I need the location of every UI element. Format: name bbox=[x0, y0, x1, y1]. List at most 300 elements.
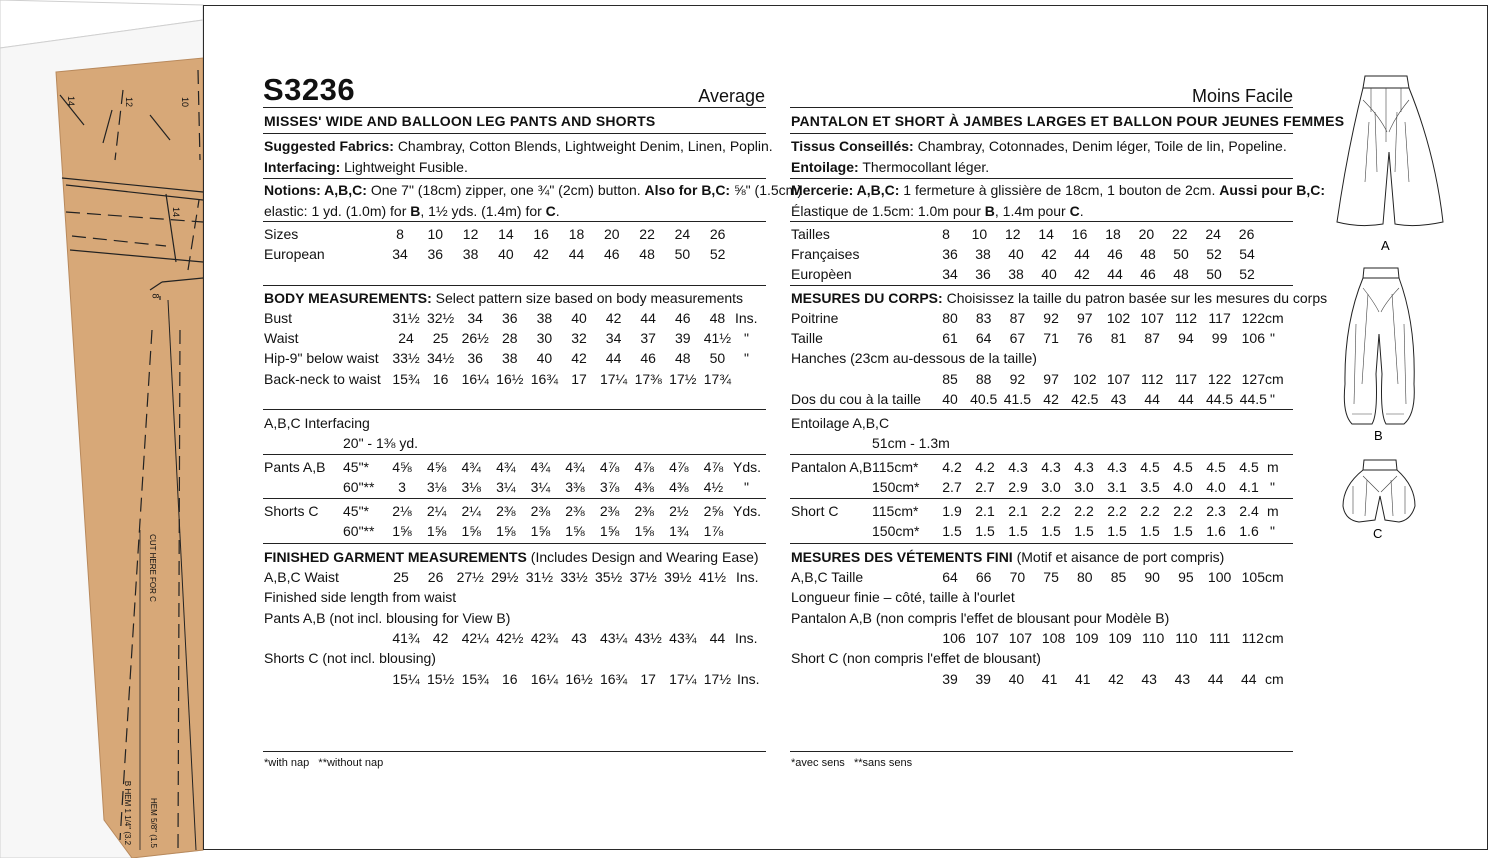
europeen-label: Europèen bbox=[791, 266, 852, 282]
table-cell: 36 bbox=[975, 266, 991, 282]
table-cell: 4¾ bbox=[565, 459, 585, 475]
table-cell: 2⅝ bbox=[703, 503, 724, 519]
entoilage-heading: Entoilage A,B,C bbox=[791, 415, 890, 431]
table-cell: 14 bbox=[1038, 226, 1054, 242]
table-cell: 43 bbox=[1174, 671, 1191, 687]
table-cell: 90 bbox=[1144, 569, 1160, 585]
shorts-length-label: Shorts C (not incl. blousing) bbox=[264, 650, 436, 666]
table-cell: 41.5 bbox=[1003, 391, 1032, 407]
table-cell: 40 bbox=[498, 246, 514, 262]
table-cell: 40 bbox=[942, 391, 958, 407]
table-cell: 31½ bbox=[392, 310, 420, 326]
table-cell: 17 bbox=[640, 671, 656, 687]
table-cell: 4.5 bbox=[1140, 459, 1160, 475]
table-cell: 3¼ bbox=[530, 479, 551, 495]
pattern-label-b-hem: B HEM 1 1/4" (3.2 bbox=[123, 780, 133, 846]
view-label-a: A bbox=[1381, 238, 1390, 253]
table-cell: 34 bbox=[392, 246, 408, 262]
table-cell: 2.7 bbox=[975, 479, 995, 495]
rule bbox=[263, 285, 766, 286]
pantalon-label: Pantalon A,B bbox=[791, 459, 872, 475]
table-cell: 4½ bbox=[703, 479, 724, 495]
table-cell: 75 bbox=[1043, 569, 1059, 585]
table-cell: 81 bbox=[1110, 330, 1127, 346]
table-cell: 18 bbox=[1105, 226, 1121, 242]
table-cell: 30 bbox=[536, 330, 553, 346]
table-cell: 67 bbox=[1009, 330, 1026, 346]
table-cell: 12 bbox=[1005, 226, 1021, 242]
interfacing-heading-en: A,B,C Interfacing bbox=[264, 415, 370, 431]
table-cell: 4¾ bbox=[530, 459, 551, 475]
table-cell: 4.3 bbox=[1074, 459, 1094, 475]
view-label-b: B bbox=[1374, 428, 1383, 443]
cm-unit: cm bbox=[1265, 671, 1284, 687]
fabrics-fr: Tissus Conseillés: Chambray, Cotonnades, Denim léger, Toile de lin, Popeline. bbox=[791, 138, 1287, 154]
table-cell: 40.5 bbox=[970, 391, 998, 407]
table-cell: 4⅞ bbox=[599, 459, 620, 475]
table-cell: 1.5 bbox=[1041, 523, 1061, 539]
table-cell: 43¼ bbox=[599, 630, 628, 646]
table-cell: 43 bbox=[571, 630, 587, 646]
table-cell: 1.6 bbox=[1206, 523, 1226, 539]
table-cell: 108 bbox=[1041, 630, 1066, 646]
footnote-fr: *avec sens **sans sens bbox=[791, 757, 913, 769]
table-cell: 1.5 bbox=[942, 523, 962, 539]
table-cell: 43½ bbox=[634, 630, 662, 646]
table-cell: 25 bbox=[432, 330, 449, 346]
table-cell: 17¾ bbox=[703, 371, 732, 387]
table-cell: 92 bbox=[1009, 371, 1026, 387]
table-cell: 42 bbox=[432, 630, 449, 646]
table-cell: 1⅝ bbox=[565, 523, 585, 539]
table-cell: 111 bbox=[1208, 630, 1231, 646]
table-cell: 87 bbox=[1009, 310, 1026, 326]
cm-unit: cm bbox=[1265, 371, 1284, 387]
table-cell: 4.5 bbox=[1173, 459, 1193, 475]
table-cell: 83 bbox=[975, 310, 992, 326]
title-fr: PANTALON ET SHORT À JAMBES LARGES ET BALLON POUR JEUNES FEMMES bbox=[791, 113, 1345, 129]
interfacing-qty-en: 20" - 1⅜ yd. bbox=[343, 435, 419, 451]
table-cell: 36 bbox=[502, 310, 518, 326]
table-cell: 46 bbox=[640, 350, 656, 366]
table-cell: 2.2 bbox=[1140, 503, 1160, 519]
table-cell: 10 bbox=[427, 226, 444, 242]
table-cell: 4.0 bbox=[1173, 479, 1193, 495]
table-cell: 8 bbox=[396, 226, 404, 242]
table-cell: 52 bbox=[709, 246, 726, 262]
width-150: 150cm* bbox=[872, 523, 920, 539]
table-cell: 15¾ bbox=[461, 671, 489, 687]
table-cell: 4⅝ bbox=[392, 459, 412, 475]
table-cell: 17¼ bbox=[599, 371, 628, 387]
table-cell: 4.3 bbox=[1107, 459, 1127, 475]
table-cell: 76 bbox=[1077, 330, 1093, 346]
ditto: " bbox=[1270, 330, 1275, 346]
rule bbox=[790, 285, 1293, 286]
table-cell: 15¼ bbox=[392, 671, 420, 687]
table-cell: 36 bbox=[467, 350, 483, 366]
table-cell: 46 bbox=[1107, 246, 1123, 262]
table-cell: 4.5 bbox=[1206, 459, 1226, 475]
table-cell: 1.9 bbox=[942, 503, 962, 519]
table-cell: 1⅝ bbox=[530, 523, 551, 539]
table-cell: 37½ bbox=[629, 569, 657, 585]
table-cell: 70 bbox=[1009, 569, 1026, 585]
poitrine-label: Poitrine bbox=[791, 310, 839, 326]
table-cell: 112 bbox=[1141, 371, 1164, 387]
taille-label: Taille bbox=[791, 330, 823, 346]
ins-unit: Ins. bbox=[735, 630, 758, 646]
pattern-label-14b: 14 bbox=[171, 206, 182, 218]
rule bbox=[263, 133, 766, 134]
table-cell: 40 bbox=[1008, 246, 1024, 262]
rule bbox=[263, 221, 766, 222]
width-150: 150cm* bbox=[872, 479, 920, 495]
table-cell: 42 bbox=[1074, 266, 1090, 282]
table-cell: 2¼ bbox=[426, 503, 447, 519]
table-cell: 2.2 bbox=[1074, 503, 1094, 519]
table-cell: 38 bbox=[536, 310, 553, 326]
table-cell: 50 bbox=[709, 350, 726, 366]
width-45: 45"* bbox=[343, 459, 369, 475]
table-cell: 42 bbox=[1108, 671, 1124, 687]
table-cell: 41 bbox=[1041, 671, 1058, 687]
table-cell: 44 bbox=[1074, 246, 1090, 262]
table-cell: 97 bbox=[1043, 371, 1059, 387]
table-cell: 2.1 bbox=[975, 503, 995, 519]
table-cell: 38 bbox=[462, 246, 479, 262]
table-cell: 4⅝ bbox=[426, 459, 447, 475]
table-cell: 17 bbox=[571, 371, 587, 387]
table-cell: 2.4 bbox=[1239, 503, 1259, 519]
table-cell: 50 bbox=[1206, 266, 1222, 282]
rule bbox=[263, 107, 766, 108]
fabrics-en: Suggested Fabrics: Chambray, Cotton Blends, Lightweight Denim, Linen, Poplin. bbox=[264, 138, 773, 154]
ditto: " bbox=[744, 350, 749, 366]
table-cell: 41½ bbox=[698, 569, 727, 585]
table-cell: 3⅛ bbox=[426, 479, 447, 495]
table-cell: 44 bbox=[1144, 391, 1160, 407]
table-cell: 17¼ bbox=[669, 671, 697, 687]
table-cell: 1⅝ bbox=[634, 523, 654, 539]
pattern-label-14a: 14 bbox=[66, 95, 77, 107]
table-cell: 48 bbox=[1140, 246, 1156, 262]
table-cell: 2.3 bbox=[1206, 503, 1226, 519]
width-60: 60"** bbox=[343, 479, 375, 495]
waist-label: Waist bbox=[264, 330, 299, 346]
table-cell: 61 bbox=[942, 330, 958, 346]
table-cell: 71 bbox=[1043, 330, 1059, 346]
table-cell: 85 bbox=[1110, 569, 1127, 585]
table-cell: 2.9 bbox=[1008, 479, 1028, 495]
table-cell: 1.6 bbox=[1239, 523, 1259, 539]
table-cell: 43¾ bbox=[669, 630, 697, 646]
table-cell: 4.0 bbox=[1206, 479, 1226, 495]
table-cell: 17½ bbox=[703, 671, 732, 687]
table-cell: 44 bbox=[568, 246, 585, 262]
pantalon-length-label: Pantalon A,B (non compris l'effet de blousant pour Modèle B) bbox=[791, 610, 1170, 626]
sizes-label-en: Sizes bbox=[264, 226, 299, 242]
table-cell: 4.2 bbox=[942, 459, 962, 475]
side-length-label: Finished side length from waist bbox=[264, 589, 457, 605]
table-cell: 4⅞ bbox=[669, 459, 689, 475]
table-cell: 25 bbox=[393, 569, 409, 585]
table-cell: 87 bbox=[1144, 330, 1160, 346]
table-cell: 44 bbox=[605, 350, 622, 366]
table-cell: 38 bbox=[975, 246, 991, 262]
table-cell: 3¼ bbox=[496, 479, 516, 495]
abc-taille-label: A,B,C Taille bbox=[791, 569, 864, 585]
table-cell: 2.2 bbox=[1107, 503, 1127, 519]
cm-unit: cm bbox=[1265, 310, 1284, 326]
table-cell: 2.7 bbox=[942, 479, 962, 495]
ditto: " bbox=[1270, 523, 1275, 539]
table-cell: 16¾ bbox=[599, 671, 628, 687]
table-cell: 31½ bbox=[525, 569, 554, 585]
table-cell: 106 bbox=[942, 630, 966, 646]
table-cell: 1¾ bbox=[669, 523, 689, 539]
table-cell: 1.5 bbox=[975, 523, 995, 539]
table-cell: 2⅜ bbox=[496, 503, 516, 519]
table-cell: 1⅝ bbox=[392, 523, 412, 539]
table-cell: 34½ bbox=[426, 350, 455, 366]
cm-unit: cm bbox=[1265, 569, 1284, 585]
table-cell: 26 bbox=[427, 569, 444, 585]
table-cell: 18 bbox=[568, 226, 585, 242]
table-cell: 107 bbox=[1140, 310, 1164, 326]
table-cell: 33½ bbox=[392, 350, 420, 366]
table-cell: 44.5 bbox=[1239, 391, 1267, 407]
table-cell: 110 bbox=[1142, 630, 1165, 646]
table-cell: 42 bbox=[605, 310, 622, 326]
rule bbox=[263, 543, 766, 544]
table-cell: 24 bbox=[674, 226, 691, 242]
footnote-en: *with nap **without nap bbox=[264, 757, 384, 769]
table-cell: 44 bbox=[640, 310, 656, 326]
table-cell: 92 bbox=[1043, 310, 1059, 326]
table-cell: 15¾ bbox=[392, 371, 420, 387]
table-cell: 1⅝ bbox=[496, 523, 516, 539]
table-cell: 3.0 bbox=[1074, 479, 1094, 495]
table-cell: 36 bbox=[942, 246, 958, 262]
table-cell: 4.3 bbox=[1008, 459, 1028, 475]
table-cell: 4.2 bbox=[975, 459, 995, 475]
table-cell: 43 bbox=[1141, 671, 1157, 687]
table-cell: 3.1 bbox=[1107, 479, 1127, 495]
table-cell: 110 bbox=[1175, 630, 1198, 646]
table-cell: 3.0 bbox=[1041, 479, 1061, 495]
table-cell: 105 bbox=[1241, 569, 1265, 585]
table-cell: 42¼ bbox=[461, 630, 489, 646]
table-cell: 32 bbox=[571, 330, 587, 346]
table-cell: 109 bbox=[1075, 630, 1099, 646]
table-cell: 1⅝ bbox=[426, 523, 447, 539]
yds-unit: Yds. bbox=[733, 459, 762, 475]
ins-unit: Ins. bbox=[736, 569, 759, 585]
table-cell: 106 bbox=[1241, 330, 1265, 346]
table-cell: 40 bbox=[1041, 266, 1057, 282]
table-cell: 16¾ bbox=[530, 371, 559, 387]
table-cell: 97 bbox=[1077, 310, 1093, 326]
table-cell: 44 bbox=[709, 630, 726, 646]
table-cell: 38 bbox=[502, 350, 518, 366]
table-cell: 10 bbox=[971, 226, 988, 242]
table-cell: 24 bbox=[1205, 226, 1221, 242]
table-cell: 43 bbox=[1110, 391, 1127, 407]
table-cell: 2¼ bbox=[461, 503, 481, 519]
width-45: 45"* bbox=[343, 503, 369, 519]
rule bbox=[790, 133, 1293, 134]
european-label: European bbox=[264, 246, 325, 262]
table-cell: 107 bbox=[1008, 630, 1033, 646]
table-cell: 4¾ bbox=[496, 459, 516, 475]
table-cell: 1.5 bbox=[1074, 523, 1094, 539]
short-length-label: Short C (non compris l'effet de blousant) bbox=[791, 650, 1041, 666]
shorts-label-en: Shorts C bbox=[264, 503, 319, 519]
ditto: " bbox=[1270, 479, 1275, 495]
table-cell: 16 bbox=[533, 226, 549, 242]
table-cell: 44 bbox=[1241, 671, 1257, 687]
table-cell: 1.5 bbox=[1107, 523, 1127, 539]
ditto: " bbox=[1270, 391, 1275, 407]
table-cell: 39 bbox=[675, 330, 691, 346]
table-cell: 39½ bbox=[664, 569, 692, 585]
rule bbox=[790, 409, 1293, 410]
table-cell: 48 bbox=[675, 350, 691, 366]
table-cell: 122 bbox=[1241, 310, 1265, 326]
table-cell: 26 bbox=[1238, 226, 1255, 242]
table-cell: 1.5 bbox=[1008, 523, 1028, 539]
table-cell: 16¼ bbox=[530, 671, 559, 687]
cm-unit: cm bbox=[1265, 630, 1284, 646]
pattern-label-hem: HEM 5/8" (1.5 bbox=[148, 798, 158, 848]
pattern-label-cut-here: CUT HERE FOR C bbox=[147, 534, 157, 602]
hip-label: Hip-9" below waist bbox=[264, 350, 379, 366]
difficulty-fr: Moins Facile bbox=[1191, 86, 1293, 106]
table-cell: 107 bbox=[975, 630, 999, 646]
interfacing-en: Interfacing: Lightweight Fusible. bbox=[264, 159, 468, 175]
short-label: Short C bbox=[791, 503, 839, 519]
table-cell: 88 bbox=[975, 371, 992, 387]
table-cell: 102 bbox=[1073, 371, 1097, 387]
table-cell: 16¼ bbox=[461, 371, 489, 387]
table-cell: 12 bbox=[462, 226, 479, 242]
view-a-wide-leg-pants-illustration bbox=[1335, 72, 1445, 254]
width-60: 60"** bbox=[343, 523, 375, 539]
rule bbox=[790, 751, 1293, 752]
table-cell: 41¾ bbox=[392, 630, 420, 646]
pattern-code: S3236 bbox=[263, 72, 356, 107]
finished-en: FINISHED GARMENT MEASUREMENTS (Includes Design and Wearing Ease) bbox=[264, 549, 759, 565]
table-cell: 16 bbox=[1071, 226, 1088, 242]
table-cell: 16 bbox=[432, 371, 449, 387]
sizes-label-fr: Tailles bbox=[791, 226, 830, 242]
ins-unit: Ins. bbox=[737, 671, 760, 687]
m-unit: m bbox=[1267, 459, 1279, 475]
table-cell: 1.5 bbox=[1140, 523, 1160, 539]
table-cell: 26 bbox=[709, 226, 726, 242]
table-cell: 22 bbox=[639, 226, 655, 242]
pants-label-en: Pants A,B bbox=[264, 459, 326, 475]
bust-unit: Ins. bbox=[735, 310, 758, 326]
dos-label: Dos du cou à la taille bbox=[791, 391, 921, 407]
table-cell: 2⅜ bbox=[634, 503, 654, 519]
table-cell: 40 bbox=[536, 350, 553, 366]
table-cell: 34 bbox=[605, 330, 622, 346]
table-cell: 2½ bbox=[669, 503, 689, 519]
table-cell: 50 bbox=[674, 246, 691, 262]
table-cell: 117 bbox=[1208, 310, 1231, 326]
table-cell: 44.5 bbox=[1205, 391, 1234, 407]
table-cell: 3.5 bbox=[1140, 479, 1160, 495]
table-cell: 100 bbox=[1207, 569, 1232, 585]
table-cell: 80 bbox=[942, 310, 958, 326]
notions-fr: Mercerie: A,B,C: 1 fermeture à glissière de 18cm, 1 bouton de 2cm. Aussi pour B,C: bbox=[791, 182, 1326, 198]
table-cell: 24 bbox=[398, 330, 414, 346]
notions-en: Notions: A,B,C: One 7" (18cm) zipper, one ¾" (2cm) button. Also for B,C: ⅝" (1.5cm) bbox=[264, 182, 802, 198]
table-cell: 34 bbox=[942, 266, 958, 282]
table-cell: 117 bbox=[1174, 371, 1198, 387]
table-cell: 2⅛ bbox=[392, 503, 412, 519]
table-cell: 2⅜ bbox=[599, 503, 620, 519]
table-cell: 3⅞ bbox=[599, 479, 620, 495]
rule bbox=[263, 454, 766, 455]
view-b-balloon-pants-illustration bbox=[1342, 264, 1417, 446]
table-cell: 42 bbox=[1041, 246, 1057, 262]
table-cell: 4⅜ bbox=[669, 479, 689, 495]
table-cell: 40 bbox=[1008, 671, 1025, 687]
table-cell: 64 bbox=[942, 569, 958, 585]
pattern-label-10: 10 bbox=[180, 96, 191, 108]
rule bbox=[790, 107, 1293, 108]
table-cell: 41 bbox=[1075, 671, 1091, 687]
rule bbox=[263, 178, 766, 179]
table-cell: 14 bbox=[498, 226, 514, 242]
table-cell: 52 bbox=[1239, 266, 1255, 282]
rule bbox=[263, 751, 766, 752]
table-cell: 44 bbox=[1107, 266, 1123, 282]
table-cell: 2.2 bbox=[1041, 503, 1061, 519]
table-cell: 102 bbox=[1106, 310, 1131, 326]
table-cell: 1⅝ bbox=[599, 523, 620, 539]
table-cell: 4⅞ bbox=[634, 459, 654, 475]
table-cell: 4¾ bbox=[461, 459, 481, 475]
table-cell: 20 bbox=[1138, 226, 1155, 242]
table-cell: 3 bbox=[398, 479, 406, 495]
longueur-label: Longueur finie – côté, taille à l'ourlet bbox=[791, 589, 1015, 605]
table-cell: 66 bbox=[975, 569, 992, 585]
pattern-label-12: 12 bbox=[124, 96, 135, 108]
table-cell: 107 bbox=[1106, 371, 1131, 387]
table-cell: 46 bbox=[675, 310, 691, 326]
table-cell: 42 bbox=[1043, 391, 1059, 407]
width-115: 115cm* bbox=[872, 503, 919, 519]
table-cell: 64 bbox=[975, 330, 992, 346]
table-cell: 38 bbox=[1008, 266, 1024, 282]
table-cell: 48 bbox=[709, 310, 726, 326]
table-cell: 16 bbox=[502, 671, 518, 687]
rule bbox=[790, 498, 1293, 499]
table-cell: 8 bbox=[942, 226, 950, 242]
entoilage-qty: 51cm - 1.3m bbox=[872, 435, 950, 451]
table-cell: 4.5 bbox=[1239, 459, 1259, 475]
table-cell: 1⅝ bbox=[461, 523, 481, 539]
table-cell: 37 bbox=[640, 330, 656, 346]
table-cell: 15½ bbox=[426, 671, 455, 687]
interfacing-fr: Entoilage: Thermocollant léger. bbox=[791, 159, 990, 175]
francaises-label: Françaises bbox=[791, 246, 860, 262]
table-cell: 80 bbox=[1077, 569, 1093, 585]
